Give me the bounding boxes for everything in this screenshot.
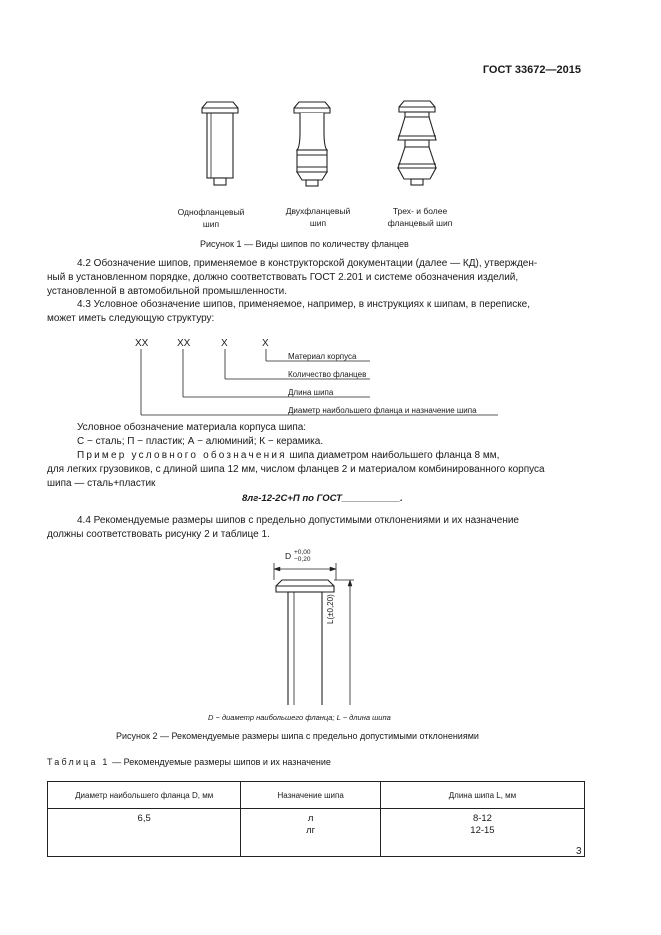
caption-line: Трех- и более (392, 206, 448, 216)
paragraph-line: шипа — сталь+пластик (47, 478, 156, 489)
dim-d-tolerance (294, 549, 310, 563)
caption-line: шип (202, 219, 220, 229)
cell-length (380, 809, 584, 857)
paragraph-line: ный в установленном порядке, должно соответствовать ГОСТ 2.201 и системе обозначения изделий, (47, 272, 519, 283)
code-diameter: ХХ (135, 338, 149, 349)
caption-double-flange (273, 205, 363, 229)
double-flange-stud (294, 102, 330, 186)
table-header-row (48, 782, 585, 809)
label-material: Материал корпуса (288, 352, 357, 361)
example-lead: Пример условного обозначения (77, 450, 287, 461)
dim-d-label: D (285, 551, 292, 561)
caption-line: Однофланцевый (177, 207, 245, 217)
code-length: ХХ (177, 338, 191, 349)
length-value: 12-15 (470, 825, 495, 836)
paragraph-line: может иметь следующую структуру: (47, 313, 215, 324)
page-number: 3 (576, 846, 582, 857)
paragraph-line: должны соответствовать рисунку 2 и таблице 1. (47, 529, 270, 540)
table-1 (47, 781, 585, 857)
section-4-4 (47, 514, 585, 542)
single-flange-stud (202, 102, 238, 185)
table-1-caption (47, 757, 331, 767)
purpose-value: л (307, 813, 314, 824)
code-material: Х (262, 338, 269, 349)
document-id: ГОСТ 33672—2015 (482, 64, 581, 76)
caption-line: шип (309, 218, 327, 228)
example-rest: шипа диаметром наибольшего фланца 8 мм, (286, 450, 500, 461)
figure-1-title: Рисунок 1 — Виды шипов по количеству фланцев (200, 239, 409, 249)
figure-2-title: Рисунок 2 — Рекомендуемые размеры шипа с предельно допустимыми отклонениями (116, 731, 479, 741)
dim-d-upper: +0,00 (294, 549, 311, 556)
dim-l-label: L(±0,20) (326, 594, 335, 624)
materials-list: С − сталь; П − пластик; А − алюминий; К − керамика. (77, 436, 324, 447)
caption-multi-flange (370, 205, 470, 229)
table-1-title: — Рекомендуемые размеры шипов и их назначение (109, 757, 331, 767)
paragraph-line: 4.3 Условное обозначение шипов, применяемое, например, в инструкциях к шипам, в переписке, (77, 299, 531, 310)
example-block (47, 449, 585, 491)
example-line-1 (47, 449, 585, 463)
cell-diameter: 6,5 (48, 809, 241, 857)
example-code: 8лг-12-2С+П по ГОСТ___________. (242, 493, 403, 504)
figure-2-legend: D − диаметр наибольшего фланца; L − длина шипа (208, 713, 391, 722)
paragraph-line: для легких грузовиков, с длиной шипа 12 мм, числом фланцев 2 и материалом комбинированного корпуса (47, 464, 545, 475)
col-header-length: Длина шипа L, мм (380, 782, 584, 809)
figure-2-drawing (260, 545, 380, 705)
col-header-diameter: Диаметр наибольшего фланца D, мм (48, 782, 241, 809)
label-flanges: Количество фланцев (288, 370, 367, 379)
paragraph-line: 4.2 Обозначение шипов, применяемое в конструкторской документации (далее — КД), утвержден- (77, 258, 538, 269)
col-header-purpose: Назначение шипа (241, 782, 381, 809)
materials-title: Условное обозначение материала корпуса шипа: (77, 422, 307, 433)
caption-line: фланцевый шип (387, 218, 453, 228)
length-value: 8-12 (472, 813, 492, 824)
multi-flange-stud (398, 101, 436, 185)
paragraph-line: 4.4 Рекомендуемые размеры шипов с предельно допустимыми отклонениями и их назначение (77, 515, 519, 526)
paragraph-line: установленной в автомобильной промышленности. (47, 286, 288, 297)
caption-single-flange (166, 206, 256, 230)
purpose-value: лг (306, 825, 316, 836)
section-4-3 (47, 298, 585, 326)
label-diameter: Диаметр наибольшего фланца и назначение шипа (288, 406, 477, 415)
section-4-2 (47, 257, 585, 299)
table-1-label: Таблица 1 (47, 757, 110, 767)
cell-purpose (241, 809, 381, 857)
code-flanges: Х (221, 338, 228, 349)
table-row (48, 809, 585, 857)
label-length: Длина шипа (288, 388, 334, 397)
dim-d-lower: −0,20 (294, 556, 311, 563)
figure-1-drawing (185, 92, 475, 202)
caption-line: Двухфланцевый (285, 206, 351, 216)
